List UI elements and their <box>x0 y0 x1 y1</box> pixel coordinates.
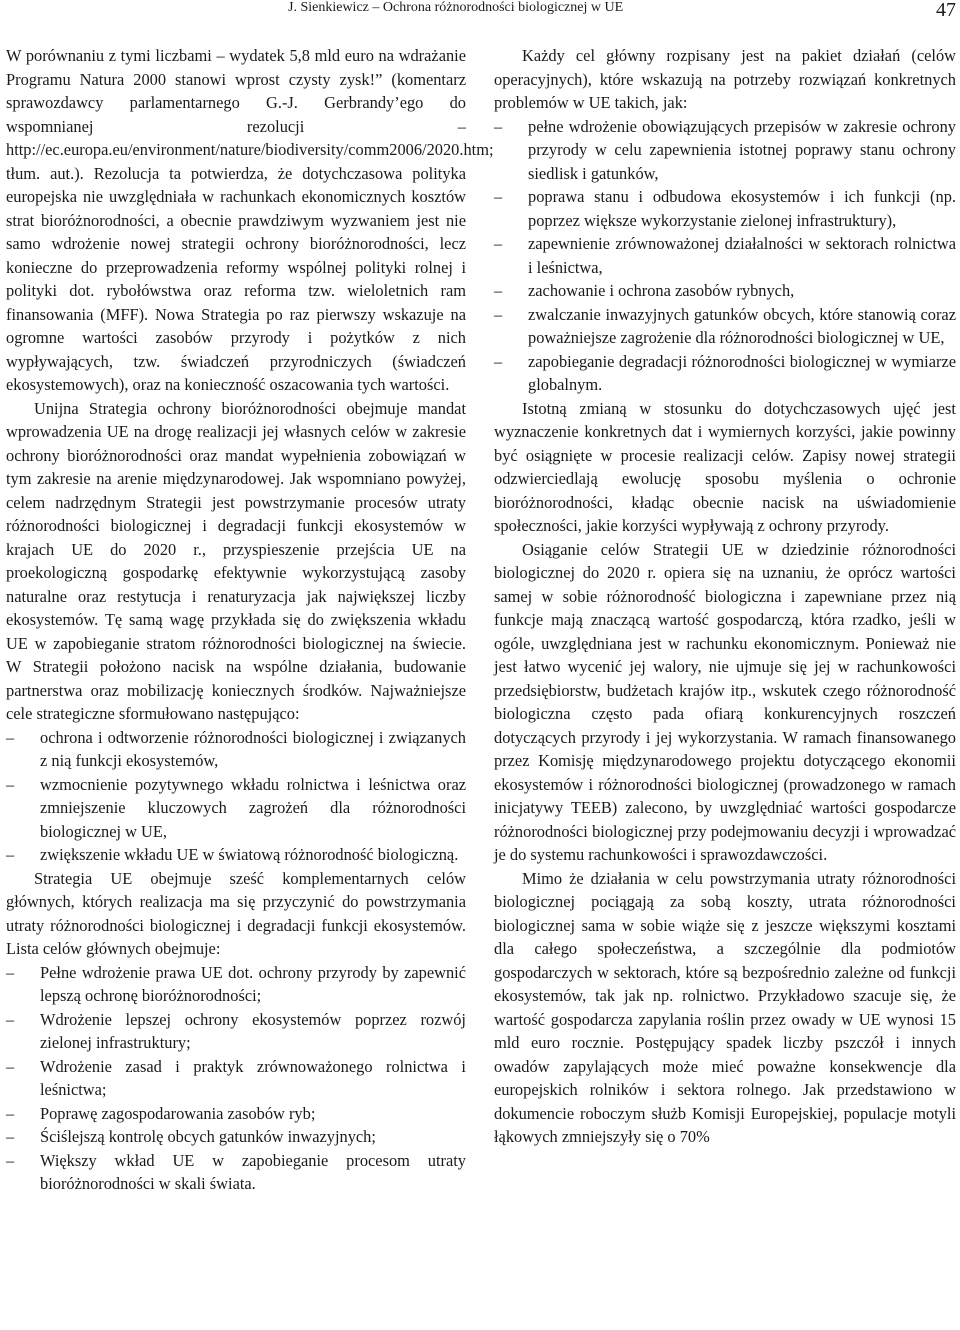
dash-marker: – <box>6 1127 15 1146</box>
dash-marker: – <box>494 187 503 206</box>
paragraph: Unijna Strategia ochrony bioróżnorodności obejmuje mandat wprowadzenia UE na drogę realizacji jej własnych celów w zakresie ochrony bioróżnorodności oraz mandat wypełnienia zobowiązań w tym zakresie na arenie międzynarodowej. Jak wspomniano powyżej, celem nadrzędnym Strategii jest powstrzymanie procesów utraty różnorodności biologicznej i degradacji funkcji ekosystemów w krajach UE do 2020 r., przyspieszenie przejścia UE na proekologiczną gospodarkę efektywnie wykorzystującą zasoby naturalne oraz restytucja i renaturyzacja jak największej liczby ekosystemów. Tę samą wagę przykłada się do zwiększenia wkładu UE w zapobieganie stratom różnorodności biologicznej na świecie. W Strategii położono nacisk na wspólne działania, budowanie partnerstwa oraz mobilizację koniecznych środków. Najważniejsze cele strategiczne sformułowano następująco: <box>6 398 466 723</box>
list-item <box>6 1055 466 1102</box>
list-item <box>6 1008 466 1055</box>
list-item <box>494 232 956 279</box>
dash-marker: – <box>6 1056 15 1076</box>
paragraph: Strategia UE obejmuje sześć komplementarnych celów głównych, których realizacja ma się przyczynić do powstrzymania utraty różnorodności biologicznej i degradacji funkcji ekosystemów. Lista celów głównych obejmuje: <box>6 868 466 958</box>
bullet-list <box>6 726 466 867</box>
list-item-text: zapobieganie degradacji różnorodności biologicznej w wymiarze globalnym. <box>528 351 956 394</box>
running-title: J. Sienkiewicz – Ochrona różnorodności biologicznej w UE <box>288 0 624 15</box>
list-item <box>6 773 466 844</box>
list-item <box>494 185 956 232</box>
list-item-text: Wdrożenie zasad i praktyk zrównoważonego rolnictwa i leśnictwa; <box>40 1056 466 1099</box>
list-item <box>6 726 466 773</box>
list-item-text: Większy wkład UE w zapobieganie procesom utraty bioróżnorodności w skali świata. <box>40 1150 466 1193</box>
list-item-text: zwiększenie wkładu UE w światową różnorodność biologiczną. <box>40 845 459 864</box>
list-item <box>6 1125 466 1149</box>
list-item-text: pełne wdrożenie obowiązujących przepisów w zakresie ochrony przyrody w celu zapewnienia istotnej poprawy stanu ochrony siedlisk i gatunków, <box>528 116 956 183</box>
dash-marker: – <box>494 304 503 324</box>
dash-marker: – <box>6 1009 15 1029</box>
right-column <box>494 44 956 1149</box>
dash-marker: – <box>494 116 503 136</box>
page-header <box>0 0 960 20</box>
list-item <box>6 843 466 867</box>
dash-marker: – <box>6 1103 15 1123</box>
list-item <box>6 961 466 1008</box>
dash-marker: – <box>494 351 503 371</box>
paragraph: Mimo że działania w celu powstrzymania utraty różnorodności biologicznej pociągają za sobą koszty, utrata różnorodności biologicznej sama w sobie wiąże się z jeszcze większymi kosztami dla całego społeczeństwa, a szczególnie dla podmiotów gospodarczych w sektorach, które są bezpośrednio zależne od funkcji ekosystemów, tak jak np. rolnictwo. Przykładowo szacuje się, że wartość gospodarcza zapylania roślin przez owady w UE wynosi 15 mld euro rocznie. Postępujący spadek liczby pszczół i innych owadów zapylających może mieć poważne konsekwencje dla europejskich rolników i sektora rolnego. Jak przedstawiono w dokumencie roboczym służb Komisji Europejskiej, populacje motyli łąkowych zmniejszyły się o 70% <box>494 868 956 1146</box>
dash-marker: – <box>6 962 15 982</box>
list-item-text: poprawa stanu i odbudowa ekosystemów i ich funkcji (np. poprzez większe wykorzystanie zielonej infrastruktury), <box>528 187 956 230</box>
list-item-text: Poprawę zagospodarowania zasobów ryb; <box>40 1103 316 1123</box>
list-item <box>494 115 956 186</box>
list-item-text: Pełne wdrożenie prawa UE dot. ochrony przyrody by zapewnić lepszą ochronę bioróżnorodności; <box>40 962 466 1005</box>
list-item-text: Wdrożenie lepszej ochrony ekosystemów poprzez rozwój zielonej infrastruktury; <box>40 1009 466 1052</box>
paragraph: Każdy cel główny rozpisany jest na pakiet działań (celów operacyjnych), które wskazują na potrzeby rozwiązań konkretnych problemów w UE takich, jak: <box>494 46 956 112</box>
list-item-text: zwalczanie inwazyjnych gatunków obcych, które stanowią coraz poważniejsze zagrożenie dla różnorodności biologicznej w UE, <box>528 304 956 347</box>
dash-marker: – <box>494 281 503 300</box>
list-item-text: zapewnienie zrównoważonej działalności w sektorach rolnictwa i leśnictwa, <box>528 234 956 277</box>
page-number: 47 <box>936 0 956 21</box>
list-item <box>494 279 956 303</box>
list-item-text: ochrona i odtworzenie różnorodności biologicznej i związanych z nią funkcji ekosystemów, <box>40 727 466 770</box>
dash-marker: – <box>6 774 15 794</box>
bullet-list <box>6 961 466 1196</box>
list-item <box>6 1149 466 1196</box>
list-item-text: wzmocnienie pozytywnego wkładu rolnictwa i leśnictwa oraz zmniejszenie kluczowych zagrożeń dla różnorodności biologicznej w UE, <box>40 774 466 841</box>
dash-marker: – <box>494 234 503 253</box>
bullet-list <box>494 115 956 397</box>
list-item <box>494 350 956 397</box>
dash-marker: – <box>6 1150 15 1170</box>
left-column <box>6 44 494 1196</box>
list-item-text: Ściślejszą kontrolę obcych gatunków inwazyjnych; <box>40 1127 376 1146</box>
list-item <box>494 303 956 350</box>
dash-marker: – <box>6 727 15 747</box>
paragraph: W porównaniu z tymi liczbami – wydatek 5,8 mld euro na wdrażanie Programu Natura 2000 stanowi wprost czysty zysk!” (komentarz sprawozdawcy parlamentarnego G.-J. Gerbrandy’ego do wspomnianej rezolucji – http://ec.europa.eu/environment/nature/biodiversity/comm2006/2020.htm; tłum. aut.). Rezolucja ta potwierdza, że dotychczasowa polityka europejska nie uwzględniała w rachunkach ekonomicznych kosztów strat bioróżnorodności, a obecnie prawdziwym wyzwaniem jest nie samo wdrożenie nowej strategii ochrony bioróżnorodności, lecz konieczne do przeprowadzenia reformy wspólnej polityki rolnej i polityki dot. rybołówstwa oraz reforma tzw. wieloletnich ram finansowania (MFF). Nowa Strategia po raz pierwszy wskazuje na ogromne wartości zasobów przyrody i pożytków z nich wypływających, tzw. świadczeń przyrodniczych (świadczeń ekosystemowych), oraz na konieczność oszacowania tych wartości. <box>6 46 494 394</box>
paragraph: Osiąganie celów Strategii UE w dziedzinie różnorodności biologicznej do 2020 r. opiera się na uznaniu, że oprócz wartości samej w sobie różnorodność biologiczna i zapewniane przez nią funkcje mają znaczącą wartość gospodarczą, która rzadko, jeśli w ogóle, uwzględniana jest w rachunku ekonomicznym. Ponieważ nie jest łatwo wycenić jej walory, nie ujmuje się jej w rachunkowości przedsiębiorstw, budżetach krajów itp., wskutek czego różnorodność biologiczna często pada ofiarą konkurencyjnych roszczeń dotyczących przyrody i jej wykorzystania. W ramach finansowanego przez Komisję międzynarodowego projektu dotyczącego ekonomii ekosystemów i różnorodności biologicznej (prowadzonego w ramach inicjatywy TEEB) zalecono, by uwzględniać wartości gospodarcze różnorodności biologicznej przy podejmowaniu decyzji i wprowadzać je do systemu rachunkowości i sprawozdawczości. <box>494 539 956 864</box>
dash-marker: – <box>6 845 15 864</box>
list-item <box>6 1102 466 1126</box>
list-item-text: zachowanie i ochrona zasobów rybnych, <box>528 281 795 300</box>
paragraph: Istotną zmianą w stosunku do dotychczasowych ujęć jest wyznaczenie konkretnych dat i wymiernych korzyści, jakie powinny być osiągnięte w procesie realizacji celów. Zapisy nowej strategii odzwierciedlają ewolucję sposobu myślenia o ochronie bioróżnorodności, kładąc obecnie nacisk na uświadomienie społeczności, jakie korzyści wypływają z ochrony przyrody. <box>494 398 956 535</box>
